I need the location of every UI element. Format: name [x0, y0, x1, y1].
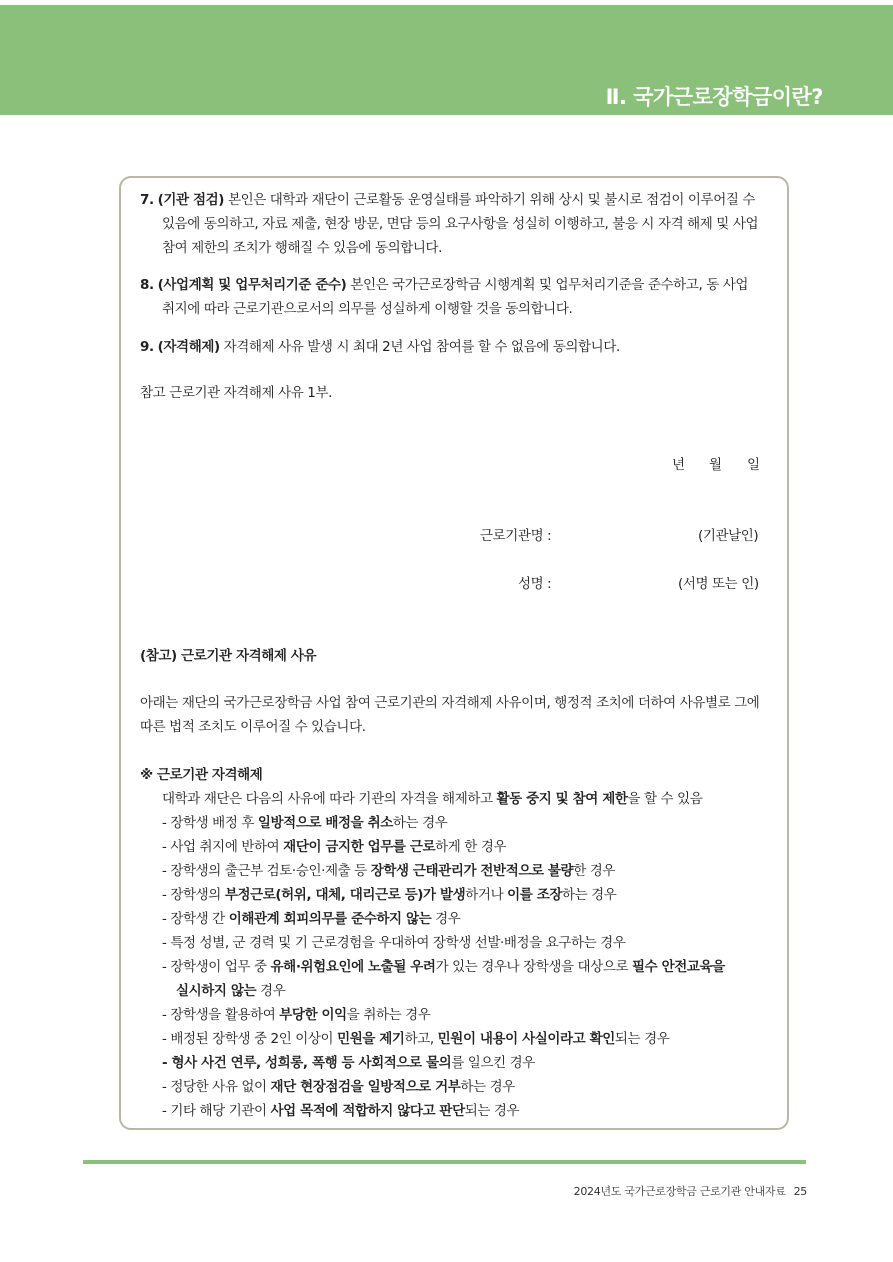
clause-text: 본인은 국가근로장학금 시행계획 및 업무처리기준을 준수하고, 동 사업 [350, 277, 749, 293]
footer-doc-title: 2024년도 국가근로장학금 근로기관 안내자료 [573, 1185, 786, 1198]
text-normal: 한 경우 [573, 863, 616, 879]
text-bold: 사업 목적에 적합하지 않다고 판단 [270, 1103, 465, 1119]
text-normal: 경우 [256, 983, 286, 999]
date-year: 년 [672, 457, 685, 473]
page-section-title: Ⅱ. 국가근로장학금이란? [605, 85, 823, 109]
text-normal: 하는 경우 [561, 887, 617, 903]
appendix-intro-2: 따른 법적 조치도 이루어질 수 있습니다. [140, 719, 366, 735]
text-normal: - 정당한 사유 없이 [162, 1079, 271, 1095]
clause-heading: (기관 점검) [157, 192, 225, 208]
clause-7-line-2: 있음에 동의하고, 자료 제출, 현장 방문, 면담 등의 요구사항을 성실히 이행하고, 불응 시 자격 해제 및 사업 [162, 216, 759, 232]
text-normal: - 장학생의 출근부 검토·승인·제출 등 [162, 863, 371, 879]
list-item [162, 1103, 519, 1120]
clause-number: 8. [140, 277, 154, 293]
clause-text: 자격해제 사유 발생 시 최대 2년 사업 참여를 할 수 없음에 동의합니다. [223, 339, 620, 355]
text-bold: 이해관계 회피의무를 준수하지 않는 [228, 911, 432, 927]
text-normal: - 장학생 간 [162, 911, 229, 927]
text-bold: 실시하지 않는 [176, 983, 257, 999]
date-month: 월 [709, 457, 722, 473]
list-item [162, 815, 447, 832]
text-normal: - 기타 해당 기관이 [162, 1103, 271, 1119]
appendix-title: (참고) 근로기관 자격해제 사유 [140, 648, 317, 664]
clause-8-line-2: 취지에 따라 근로기관으로서의 의무를 성실하게 이행할 것을 동의합니다. [162, 301, 573, 317]
text-normal: 경우 [431, 911, 461, 927]
text-normal: 하는 경우 [460, 1079, 515, 1095]
page-number: 25 [793, 1185, 807, 1198]
text-normal: - 장학생을 활용하여 [162, 1007, 280, 1023]
text-bold: 일방적으로 배정을 취소 [257, 815, 393, 831]
section-title: ※ 근로기관 자격해제 [140, 767, 263, 783]
date-day: 일 [747, 457, 760, 473]
text-normal: 되는 경우 [614, 1031, 670, 1047]
clause-heading: (사업계획 및 업무처리기준 준수) [157, 277, 347, 293]
footer-divider [83, 1160, 806, 1164]
list-item [162, 887, 616, 904]
clause-9-line-1 [140, 339, 620, 356]
text-bold: 형사 사건 연루, 성희롱, 폭행 등 사회적으로 물의 [171, 1055, 452, 1071]
list-item [162, 959, 725, 976]
clause-7-line-1 [140, 192, 755, 209]
text-bold: 장학생 근태관리가 전반적으로 불량 [370, 863, 574, 879]
text-normal: 을 취하는 경우 [346, 1007, 431, 1023]
text-normal: 되는 경우 [464, 1103, 520, 1119]
text-normal: 을 할 수 있음 [627, 791, 703, 807]
name-label: 성명 : [518, 576, 552, 592]
text-normal: 를 일으킨 경우 [451, 1055, 535, 1071]
text-normal: 하게 한 경우 [435, 839, 507, 855]
text-normal: 대학과 재단은 다음의 사유에 따라 기관의 자격을 해제하고 [162, 791, 497, 807]
reference-line: 참고 근로기관 자격해제 사유 1부. [140, 385, 332, 401]
appendix-intro-1: 아래는 재단의 국가근로장학금 사업 참여 근로기관의 자격해제 사유이며, 행정적 조치에 더하여 사유별로 그에 [140, 695, 760, 711]
text-normal: 하는 경우 [392, 815, 448, 831]
text-normal: - 사업 취지에 반하여 [162, 839, 284, 855]
list-item [162, 911, 460, 928]
name-seal: (서명 또는 인) [678, 576, 759, 592]
text-normal: - 배정된 장학생 중 2인 이상이 [162, 1031, 338, 1047]
clause-heading: (자격해제) [157, 339, 220, 355]
section-intro [162, 791, 702, 808]
list-item [162, 935, 625, 952]
clause-number: 7. [140, 192, 154, 208]
text-bold: - [162, 1055, 172, 1071]
footer [574, 1183, 807, 1199]
text-normal: 가 있는 경우나 장학생을 대상으로 [435, 959, 632, 975]
list-item [162, 839, 506, 856]
clause-text: 본인은 대학과 재단이 근로활동 운영실태를 파악하기 위해 상시 및 불시로 점검이 이루어질 수 [227, 192, 756, 208]
org-seal: (기관날인) [698, 528, 759, 544]
header-band [0, 5, 893, 115]
clause-7-line-3: 참여 제한의 조치가 행해질 수 있음에 동의합니다. [162, 240, 443, 256]
clause-8-line-1 [140, 277, 748, 294]
text-normal: 하고, [404, 1031, 438, 1047]
text-bold: 부정근로(허위, 대체, 대리근로 등)가 발생 [224, 887, 466, 903]
list-item-continuation [176, 983, 285, 1000]
text-bold: 필수 안전교육을 [632, 959, 725, 975]
text-bold: 유해·위험요인에 노출될 우려 [270, 959, 436, 975]
list-item [162, 863, 615, 880]
clause-number: 9. [140, 339, 154, 355]
list-item [162, 1079, 515, 1096]
text-normal: - 장학생의 [162, 887, 225, 903]
list-item [162, 1031, 669, 1048]
text-bold: 재단 현장점검을 일방적으로 거부 [270, 1079, 461, 1095]
list-item [162, 1055, 535, 1072]
list-item [162, 1007, 430, 1024]
text-bold: 이를 조장 [507, 887, 562, 903]
text-bold: 민원을 제기 [337, 1031, 405, 1047]
text-normal: - 특정 성별, 군 경력 및 기 근로경험을 우대하여 장학생 선발·배정을 요구하는 경우 [162, 935, 626, 951]
text-normal: - 장학생 배정 후 [162, 815, 258, 831]
text-bold: 민원이 내용이 사실이라고 확인 [437, 1031, 615, 1047]
text-normal: - 장학생이 업무 중 [162, 959, 271, 975]
org-name-label: 근로기관명 : [480, 528, 552, 544]
text-bold: 재단이 금지한 업무를 근로 [283, 839, 436, 855]
text-bold: 부당한 이익 [279, 1007, 347, 1023]
text-bold: 활동 중지 및 참여 제한 [496, 791, 628, 807]
text-normal: 하거나 [465, 887, 508, 903]
